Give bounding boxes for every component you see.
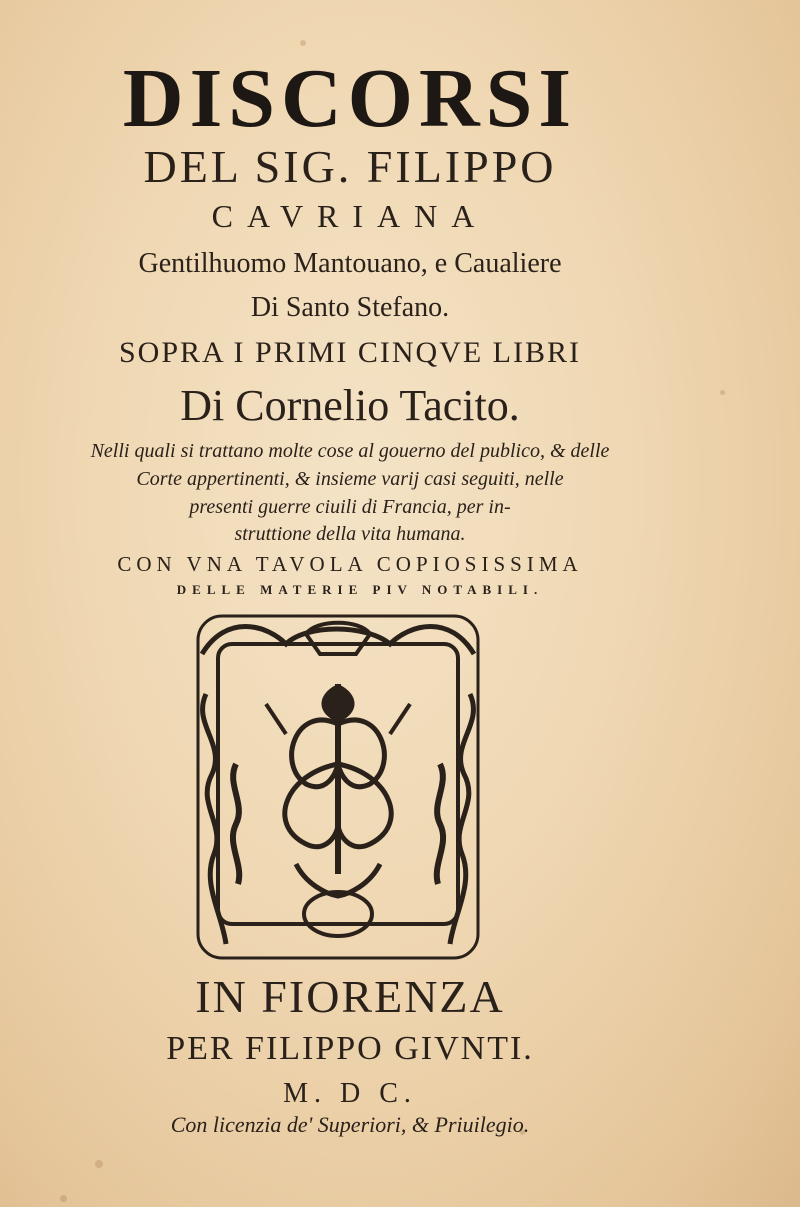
imprint-printer: PER FILIPPO GIVNTI. — [166, 1030, 534, 1067]
imprint-place: IN FIORENZA — [195, 971, 505, 1022]
subject-name: Di Cornelio Tacito. — [180, 381, 520, 430]
subject-line: SOPRA I PRIMI CINQVE LIBRI — [118, 336, 582, 369]
foxing-spot — [60, 1195, 67, 1202]
author-line: DEL SIG. FILIPPO — [143, 141, 557, 192]
table-subline: DELLE MATERIE PIV NOTABILI. — [176, 582, 544, 597]
imprint-license: Con licenzia de' Superiori, & Priuilegio. — [170, 1112, 530, 1137]
author-surname: CAVRIANA — [211, 198, 489, 234]
foxing-spot — [720, 390, 725, 395]
printers-device-illustration — [196, 614, 480, 960]
foxing-spot — [95, 1160, 103, 1168]
author-descriptor-2: Di Santo Stefano. — [250, 292, 450, 323]
author-descriptor-1: Gentilhuomo Mantouano, e Caualiere — [138, 248, 562, 279]
printers-device-woodcut — [196, 614, 480, 960]
table-line: CON VNA TAVOLA COPIOSISSIMA — [117, 552, 583, 576]
description-line-4: struttione della vita humana. — [234, 523, 466, 545]
description-line-2: Corte appertinenti, & insieme varij casi seguiti, nelle — [136, 468, 564, 490]
imprint-year: M. D C. — [283, 1078, 417, 1109]
foxing-spot — [300, 40, 306, 46]
description-line-1: Nelli quali si trattano molte cose al gouerno del publico, & delle — [90, 440, 610, 462]
description-line-3: presenti guerre ciuili di Francia, per in- — [189, 496, 511, 518]
book-title: DISCORSI — [122, 52, 578, 145]
